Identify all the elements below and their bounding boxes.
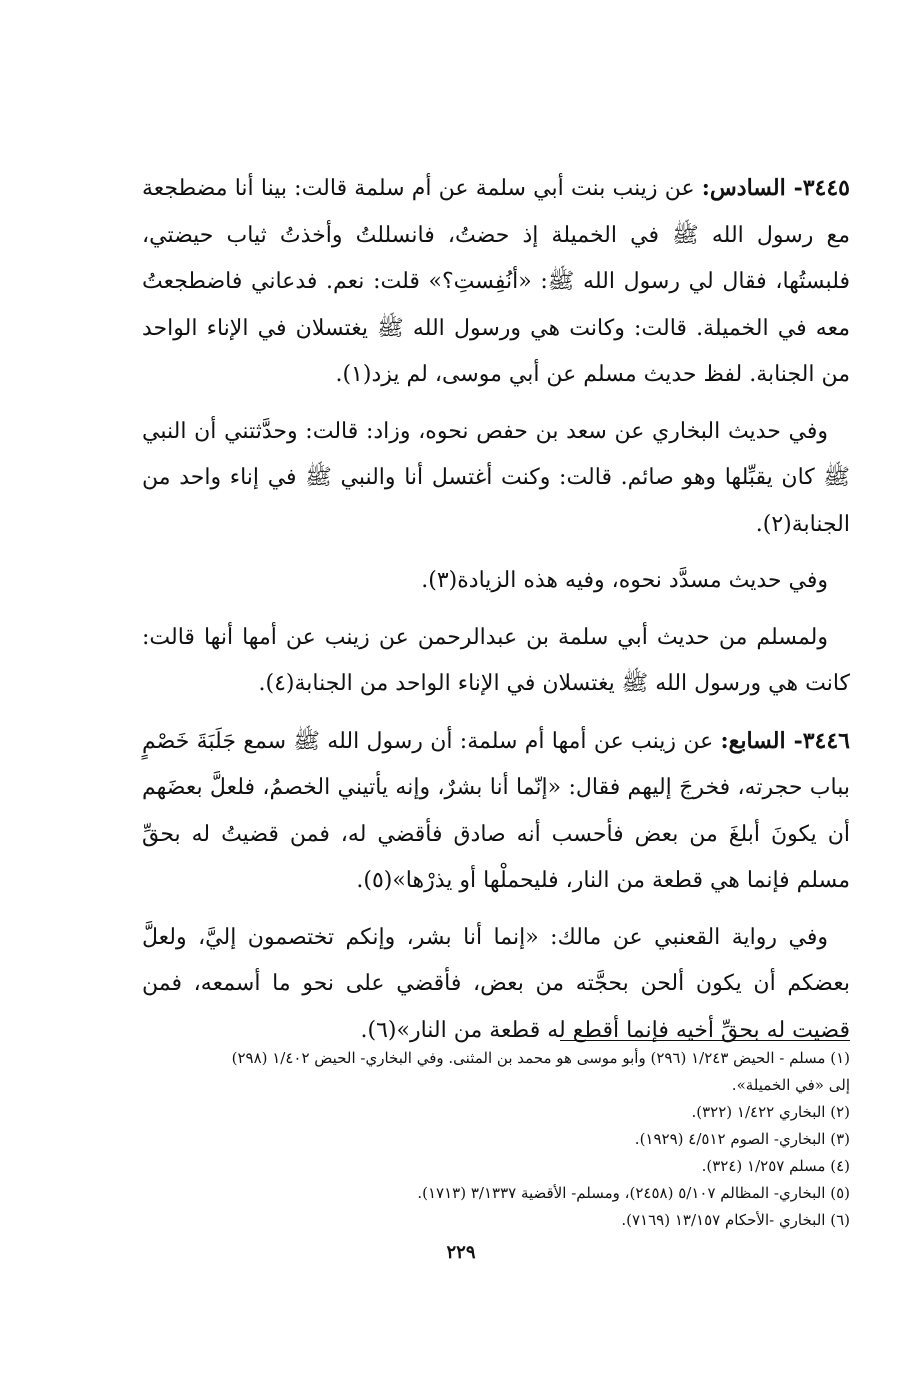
- narration-paragraph: [142, 409, 850, 549]
- paragraph-text: ولمسلم من حديث أبي سلمة بن عبدالرحمن عن زينب عن أمها أنها قالت: كانت هي ورسول الله ﷺ يغتسلان في الإناء الواحد من الجنابة(٤).: [142, 624, 850, 696]
- hadith-number: ٣٤٤٦-: [793, 727, 850, 754]
- paragraph-text: وفي حديث البخاري عن سعد بن حفص نحوه، وزاد: قالت: وحدَّثتني أن النبي ﷺ كان يقبِّلها وهو صائم. قالت: وكنت أغتسل أنا والنبي ﷺ في إناء واحد من الجنابة(٢).: [142, 418, 850, 537]
- hadith-title: السابع:: [720, 727, 794, 754]
- narration-paragraph: [142, 915, 850, 1055]
- footnotes: [110, 1045, 850, 1234]
- narration-paragraph: [142, 615, 850, 708]
- footnote: [110, 1180, 850, 1207]
- paragraph-text: وفي رواية القعنبي عن مالك: «إنما أنا بشر، وإنكم تختصمون إليَّ، ولعلَّ بعضكم أن يكون ألحن بحجَّته من بعض، فأقضي على نحو ما أسمعه، فمن قضيت له بحقِّ أخيه فإنما أقطع له قطعة من النار»(٦).: [142, 924, 850, 1043]
- footnote-text: (١) مسلم - الحيض ١/٢٤٣ (٢٩٦) وأبو موسى هو محمد بن المثنى. وفي البخاري- الحيض ١/٤٠٢ (٢٩٨): [231, 1049, 850, 1067]
- footnote: [110, 1126, 850, 1153]
- paragraph-text: عن زينب عن أمها أم سلمة: أن رسول الله ﷺ سمع جَلَبَةَ خَصْمٍ بباب حجرته، فخرجَ إليهم فقال: «إنّما أنا بشرٌ، وإنه يأتيني الخصمُ، فلعلَّ بعضَهم أن يكونَ أبلغَ من بعض فأحسب أنه صادق فأقضي له، فمن قضيتُ له بحقِّ مسلم فإنما هي قطعة من النار، فليحملْها أو يذرْها»(٥).: [142, 728, 850, 893]
- footnote: [110, 1045, 850, 1099]
- footnote: [110, 1153, 850, 1180]
- main-text: [142, 165, 850, 1064]
- narration-paragraph: [142, 558, 850, 605]
- paragraph-text: وفي حديث مسدَّد نحوه، وفيه هذه الزيادة(٣).: [421, 568, 828, 593]
- footnote: [110, 1099, 850, 1126]
- footnote-separator: [560, 1040, 850, 1041]
- footnote-text-continued: إلى «في الخميلة».: [731, 1076, 850, 1094]
- paragraph-text: عن زينب بنت أبي سلمة عن أم سلمة قالت: بينا أنا مضطجعة مع رسول الله ﷺ في الخميلة إذ حضتُ، فانسللتُ وأخذتُ ثياب حيضتي، فلبستُها، فقال لي رسول الله ﷺ: «أنُفِستِ؟» قلت: نعم. فدعاني فاضطجعتُ معه في الخميلة. قالت: وكانت هي ورسول الله ﷺ يغتسلان في الإناء الواحد من الجنابة. لفظ حديث مسلم عن أبي موسى، لم يزد(١).: [142, 176, 850, 387]
- footnote-text: (٦) البخاري -الأحكام ١٣/١٥٧ (٧١٦٩).: [621, 1211, 850, 1229]
- hadith-number: ٣٤٤٥-: [793, 175, 850, 201]
- hadith-paragraph: [142, 718, 850, 905]
- hadith-paragraph: [142, 165, 850, 399]
- footnote-text: (٣) البخاري- الصوم ٤/٥١٢ (١٩٢٩).: [634, 1130, 850, 1148]
- page-number: ٢٢٩: [446, 1242, 476, 1263]
- footnote-text: (٢) البخاري ١/٤٢٢ (٣٢٢).: [691, 1103, 850, 1121]
- footnote-text: (٥) البخاري- المظالم ٥/١٠٧ (٢٤٥٨)، ومسلم- الأقضية ٣/١٣٣٧ (١٧١٣).: [417, 1184, 850, 1202]
- footnote-text: (٤) مسلم ١/٢٥٧ (٣٢٤).: [701, 1157, 850, 1175]
- footnote: [110, 1207, 850, 1234]
- hadith-title: السادس:: [701, 175, 794, 201]
